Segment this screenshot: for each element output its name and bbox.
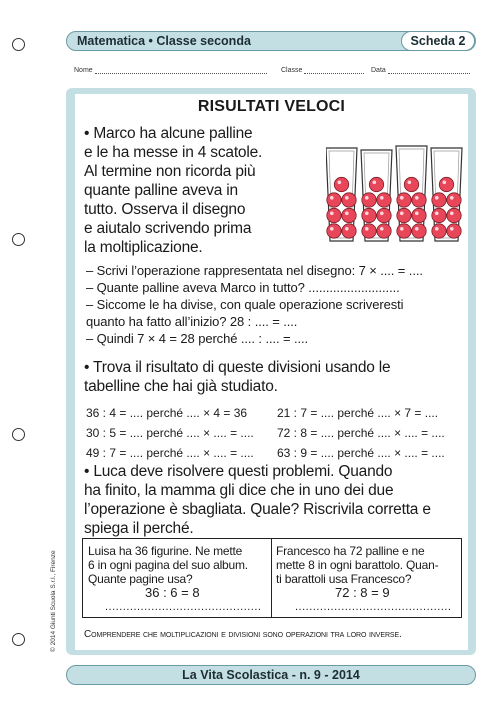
question-line: – Siccome le ha divise, con quale operazione scriveresti (86, 297, 404, 312)
ball (342, 208, 356, 222)
exercise2-line: • Trova il risultato di queste divisioni usando le (84, 359, 391, 376)
ball (447, 224, 461, 238)
problem-luisa-equation: 36 : 6 = 8 (145, 585, 200, 600)
ball (362, 193, 376, 207)
name-label: Nome (74, 67, 93, 74)
question-line: – Quindi 7 × 4 = 28 perché .... : .... = .... (86, 331, 309, 346)
exercise1-questions (86, 262, 466, 347)
ball-boxes-illustration (326, 138, 466, 253)
problem-line: ti barattoli usa Francesco? (276, 572, 412, 586)
division-item: 49 : 7 = .... perché .... × .... = .... (86, 446, 254, 460)
exercise1-text (84, 124, 324, 257)
problem-luisa-answer-line[interactable]: ............................................ (105, 601, 262, 613)
ball (377, 193, 391, 207)
learning-goal-note: Comprendere che moltiplicazioni e divisioni sono operazioni tra loro inverse. (84, 629, 402, 640)
exercise1-line: e aiutalo scrivendo prima (84, 220, 252, 237)
division-item: 63 : 9 = .... perché .... × .... = .... (277, 446, 445, 460)
ball (397, 224, 411, 238)
ball-box (326, 148, 357, 241)
problem-line: Luisa ha 36 figurine. Ne mette (88, 544, 243, 558)
question-line: quanto ha fatto all’inizio? 28 : .... = .... (86, 314, 298, 329)
division-item: 21 : 7 = .... perché .... × 7 = .... (277, 406, 439, 420)
date-field[interactable] (371, 67, 470, 74)
exercise3-line: ha finito, la mamma gli dice che in uno dei due (84, 482, 394, 499)
exercise3-line: • Luca deve risolvere questi problemi. Quando (84, 463, 393, 480)
ball (432, 208, 446, 222)
footer-bar: La Vita Scolastica - n. 9 - 2014 (66, 665, 476, 685)
exercise3-line: l’operazione è sbagliata. Quale? Riscrivila corretta e (84, 501, 431, 518)
exercise2-text (84, 358, 469, 396)
problem-francesco-equation: 72 : 8 = 9 (335, 585, 390, 600)
header-bar (66, 31, 476, 51)
sheet-label: Scheda 2 (401, 31, 475, 51)
ball-box (396, 146, 427, 241)
problem-line: Francesco ha 72 palline e ne (276, 544, 425, 558)
ball (404, 177, 418, 191)
exercise1-line: quante palline aveva in (84, 182, 238, 199)
exercise1-line: • Marco ha alcune palline (84, 125, 253, 142)
ball (432, 193, 446, 207)
exercise2-line: tabelline che hai già studiato. (84, 378, 278, 395)
name-field[interactable] (74, 67, 267, 74)
class-label: Classe (281, 67, 303, 74)
ball (397, 208, 411, 222)
division-item: 30 : 5 = .... perché .... × .... = .... (86, 426, 254, 440)
page-title: RISULTATI VELOCI (197, 98, 346, 115)
ball (334, 177, 348, 191)
exercise3-line: spiega il perché. (84, 520, 194, 537)
ball (412, 193, 426, 207)
subject-label: Matematica • Classe seconda (77, 34, 251, 48)
student-info-row (0, 67, 500, 81)
problem-luisa-text (88, 544, 268, 586)
ball (362, 208, 376, 222)
copyright-notice: © 2014 Giunti Scuola S.r.l., Firenze (50, 550, 57, 652)
exercise1-line: Al termine non ricorda più (84, 163, 256, 180)
problem-francesco-text (276, 544, 460, 586)
problems-table (82, 538, 462, 618)
binder-hole-1 (12, 38, 25, 51)
ball (439, 177, 453, 191)
class-field[interactable] (281, 67, 364, 74)
ball (377, 208, 391, 222)
date-label: Data (371, 67, 386, 74)
ball (447, 208, 461, 222)
ball (342, 224, 356, 238)
ball (327, 193, 341, 207)
exercise1-line: la moltiplicazione. (84, 239, 203, 256)
exercise1-line: tutto. Osserva il disegno (84, 201, 246, 218)
question-line: – Quante palline aveva Marco in tutto? .......................... (86, 280, 400, 295)
question-line: – Scrivi l’operazione rappresentata nel disegno: 7 × .... = .... (86, 263, 423, 278)
ball (362, 224, 376, 238)
binder-hole-4 (12, 633, 25, 646)
exercise3-text (84, 462, 469, 538)
problem-line: Quante pagine usa? (88, 572, 193, 586)
problem-line: 6 in ogni pagina del suo album. (88, 558, 248, 572)
problem-francesco-answer-line[interactable]: ............................................ (295, 601, 452, 613)
ball (412, 208, 426, 222)
binder-hole-2 (12, 233, 25, 246)
binder-hole-3 (12, 428, 25, 441)
ball (369, 177, 383, 191)
ball-box (361, 150, 392, 241)
ball-box (431, 148, 462, 241)
division-item: 36 : 4 = .... perché .... × 4 = 36 (86, 406, 248, 420)
ball (412, 224, 426, 238)
problem-line: mette 8 in ogni barattolo. Quan- (276, 558, 439, 572)
ball (342, 193, 356, 207)
table-divider (271, 539, 272, 617)
ball (432, 224, 446, 238)
ball (397, 193, 411, 207)
ball (327, 224, 341, 238)
ball (327, 208, 341, 222)
division-item: 72 : 8 = .... perché .... × .... = .... (277, 426, 445, 440)
exercise1-line: e le ha messe in 4 scatole. (84, 144, 263, 161)
ball (377, 224, 391, 238)
ball (447, 193, 461, 207)
